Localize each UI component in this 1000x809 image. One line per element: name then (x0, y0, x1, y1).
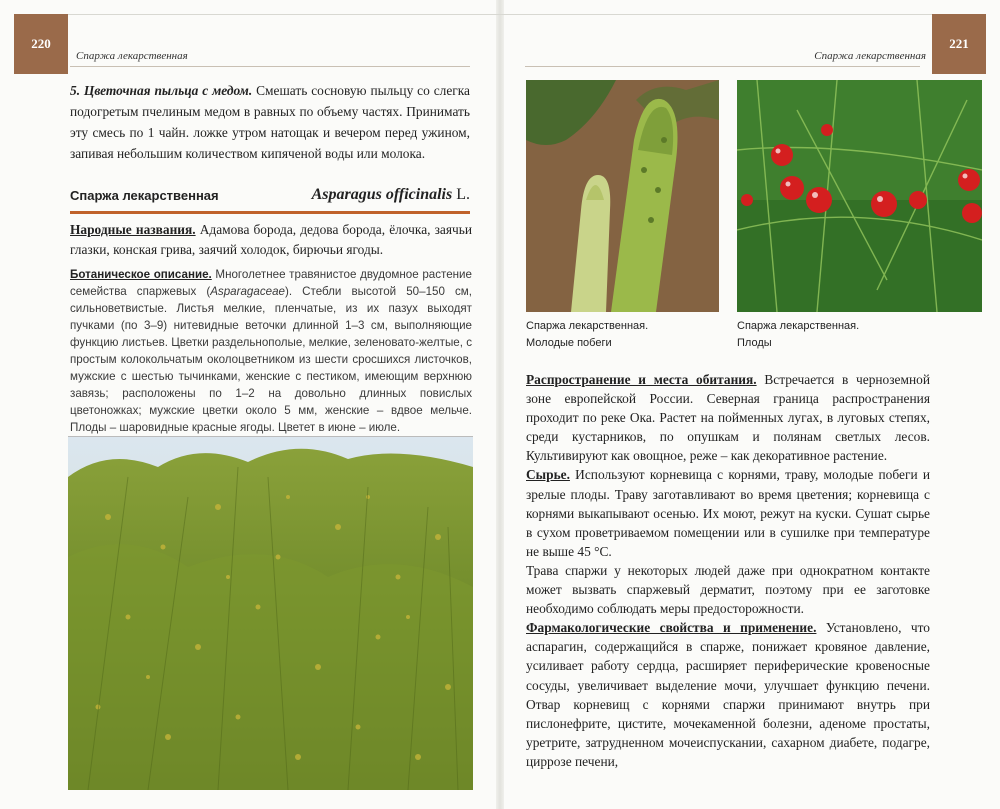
right-header-rule (525, 66, 920, 67)
raw-material-text: Используют корневища с корнями, траву, молодые побеги и зрелые плоды. Траву заготавливают во время цветения; корневища с корнями выкапывают осенью. Их моют, режут на куски. Сушат сырье в сухом проветриваемом помещении или в сушилке при температуре не выше 45 °С. (526, 467, 930, 559)
species-heading (70, 185, 470, 214)
distribution-text: Встречается в черноземной зоне европейской России. Северная граница распространения проходит по реке Ока. Растет на пойменных лугах, в луговых степях, среди кустарников, по опушкам и полянам светлых лесов. Культивируют как овощное, реже – как декоративное растение. (526, 372, 930, 464)
pharmacology-label: Фармакологические свойства и применение. (526, 620, 817, 636)
raw-material-label: Сырье. (526, 467, 570, 483)
right-page-number: 221 (932, 14, 986, 74)
recipe-text: Смешать сосновую пыльцу со слегка подогретым пчелиным медом в равных по объему частях. Принимать эту смесь по 1 чайн. ложке утром натощак и вечером перед ужином, запивая небольшим количеством кипяченой воды или молока. (70, 83, 470, 161)
latin-author: L. (452, 186, 470, 203)
photo-red-berries (737, 80, 982, 312)
pharmacology-paragraph (526, 618, 930, 771)
top-edge-line (14, 14, 986, 15)
botany-text-2: ). Стебли высотой 50–150 см, сильноветвистые. Листья мелкие, пленчатые, из их пазух выходят пучками (по 3–9) нитевидные веточки длинной 1–3 см, выполняющие функцию листьев. Цветки раздельнополые, мелкие, зеленовато-желтые, с простым колокольчатым околоцветником из шести сросшихся листочков, мужские с шестью тычинками, женские с пестиком, имеющим верхнюю завязь; расположены по 1–2 на довольно длинных повислых цветоножках; мужские цветки около 5 мм, женские – вдвое мельче. Плоды – шаровидные красные ягоды. Цветет в июне – июле. (70, 285, 472, 434)
caption-young-shoots (526, 318, 719, 352)
photo-asparagus-field (68, 436, 473, 790)
distribution-paragraph (526, 370, 930, 465)
caption-shoots-line2: Молодые побеги (526, 337, 612, 349)
folk-names-text: Адамова борода, дедова борода, ёлочка, заячьи глазки, конская грива, заячий холодок, бирючьи ягоды. (70, 222, 472, 257)
right-running-title: Спаржа лекарственная (814, 50, 926, 62)
raw-material-paragraph (526, 465, 930, 560)
distribution-label: Распространение и места обитания. (526, 372, 757, 387)
recipe-paragraph (70, 80, 470, 164)
page-gutter (496, 0, 504, 809)
recipe-heading: 5. Цветочная пыльца с медом. (70, 83, 253, 98)
left-page-number: 220 (14, 14, 68, 74)
pharmacology-text: Установлено, что аспарагин, содержащийся в спарже, понижает кровяное давление, усиливает работу сердца, расширяет периферические кровеносные сосуды, увеличивает выделение мочи, улучшает функцию печени. Отвар корневищ с корнями спаржи принимают внутрь при пислонефрите, цистите, мочекаменной болезни, аденоме простаты, уретрите, затрудненном мочеиспускании, сахарном диабете, подагре, циррозе печени, (526, 620, 930, 769)
latin-binomial: Asparagus officinalis (311, 186, 453, 203)
botany-label: Ботаническое описание. (70, 268, 212, 281)
botany-family-latin: Asparagaceae (210, 285, 285, 298)
warning-paragraph: Трава спаржи у некоторых людей даже при однократном контакте может вызвать спаржевый дерматит, поэтому при ее заготовке необходимо соблюдать меры предосторожности. (526, 562, 930, 617)
photo-young-shoots (526, 80, 719, 312)
species-latin-name (312, 186, 470, 204)
left-header-rule (70, 66, 470, 67)
right-page-text (526, 370, 930, 771)
caption-berries-line1: Спаржа лекарственная. (737, 320, 860, 332)
species-russian-name: Спаржа лекарственная (70, 188, 219, 203)
left-running-title: Спаржа лекарственная (76, 50, 188, 62)
botany-text-1: Многолетнее травянистое двудомное растение семейства спаржевых ( (70, 268, 472, 298)
caption-shoots-line1: Спаржа лекарственная. (526, 320, 649, 332)
folk-names-label: Народные названия. (70, 222, 196, 237)
caption-berries-line2: Плоды (737, 337, 772, 349)
botany-paragraph (70, 266, 472, 436)
caption-berries (737, 318, 982, 352)
folk-names-paragraph (70, 220, 472, 260)
